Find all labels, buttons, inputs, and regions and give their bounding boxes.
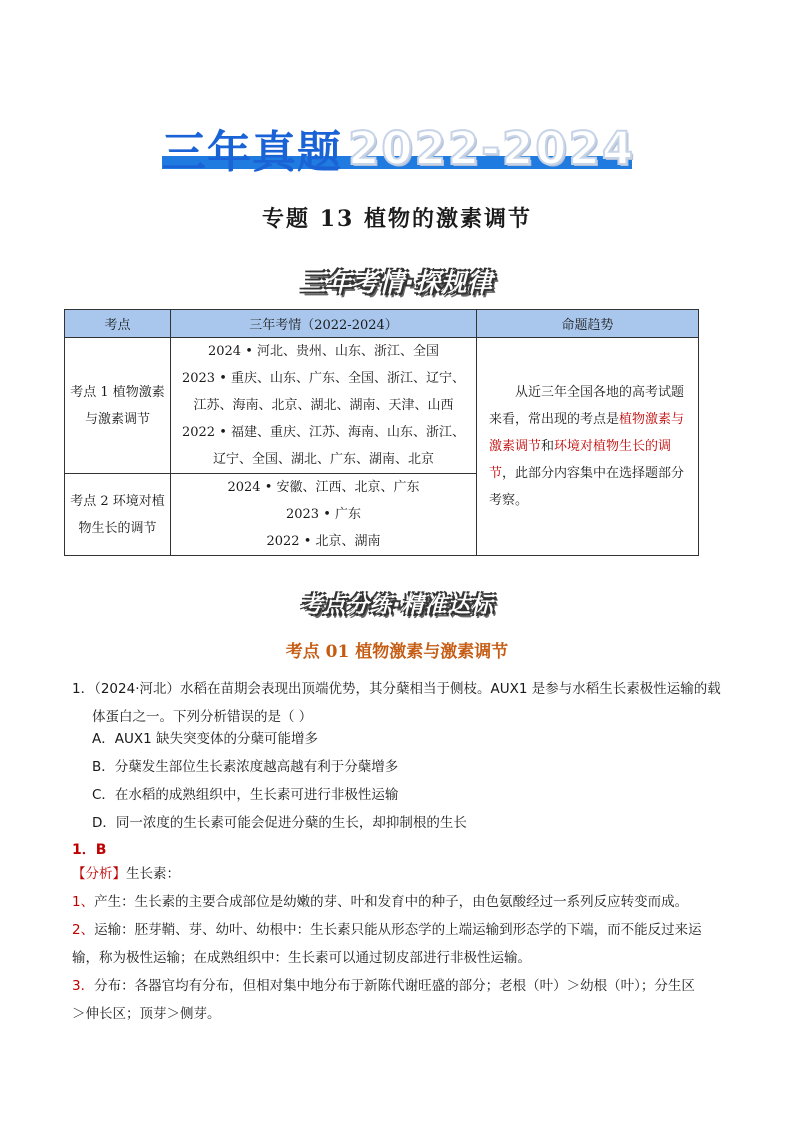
point-1-cell: 考点 1 植物激素与激素调节 bbox=[65, 338, 171, 474]
banner-title-cn: 三年真题 bbox=[162, 127, 342, 178]
analysis-text: 分布：各器官均有分布，但相对集中地分布于新陈代谢旺盛的部分；老根（叶）＞幼根（叶）；分生区 bbox=[94, 978, 695, 994]
analysis-point-1 bbox=[72, 888, 732, 916]
analysis-point-2-cont: 输，称为极性运输；在成熟组织中：生长素可以通过韧皮部进行非极性运输。 bbox=[72, 950, 531, 966]
year-line: 2023 • 重庆、山东、广东、全国、浙江、辽宁、 bbox=[181, 371, 466, 386]
year-line: 2024 • 河北、贵州、山东、浙江、全国 bbox=[207, 344, 440, 359]
question-stem bbox=[72, 675, 732, 731]
section-ribbon-trends: 三年考情·探规律 bbox=[300, 268, 494, 297]
trend-highlight: 环境对植物生长的调节 bbox=[489, 439, 672, 481]
section-ribbon-practice: 考点分练·精准达标 bbox=[300, 593, 494, 618]
header-point: 考点 bbox=[65, 310, 171, 338]
answer: 1．B bbox=[72, 842, 107, 858]
header-years: 三年考情（2022-2024） bbox=[171, 310, 477, 338]
banner-years: 2022-2024 bbox=[348, 121, 636, 175]
point-2-years bbox=[171, 474, 477, 556]
topic-title: 专题 13 植物的激素调节 bbox=[262, 206, 532, 232]
table-row bbox=[65, 338, 699, 474]
year-line: 辽宁、全国、湖北、广东、湖南、北京 bbox=[212, 452, 434, 467]
analysis-point-3 bbox=[72, 972, 732, 1000]
analysis-label: 【分析】 bbox=[72, 866, 126, 882]
trend-text: ，此部分内容集中在选择题部分考察。 bbox=[489, 466, 685, 508]
title-banner bbox=[0, 118, 794, 178]
trend-text: 从近三年全国各地的高考试题来看，常出现的考点是 bbox=[489, 385, 685, 427]
option-a: A．AUX1 缺失突变体的分蘖可能增多 bbox=[92, 731, 318, 747]
analysis-text: 产生：生长素的主要合成部位是幼嫩的芽、叶和发育中的种子，由色氨酸经过一系列反应转变而成。 bbox=[94, 894, 689, 910]
analysis-point-2 bbox=[72, 916, 732, 944]
question-stem-line: 1．（2024·河北）水稻在苗期会表现出顶端优势，其分蘖相当于侧枝。AUX1 是参与水稻生长素极性运输的载 bbox=[72, 681, 721, 697]
analysis-number: 1、 bbox=[72, 894, 95, 910]
year-line: 2024 • 安徽、江西、北京、广东 bbox=[227, 480, 420, 495]
trend-text: 和 bbox=[541, 439, 555, 454]
year-line: 2022 • 福建、重庆、江苏、海南、山东、浙江、 bbox=[181, 425, 466, 440]
header-trend: 命题趋势 bbox=[477, 310, 699, 338]
section-title: 考点 01 植物激素与激素调节 bbox=[285, 642, 509, 662]
analysis-point-3-cont: ＞伸长区；顶芽＞侧芽。 bbox=[72, 1006, 221, 1022]
exam-trend-table bbox=[64, 309, 699, 556]
analysis-number: 2、 bbox=[72, 922, 95, 938]
point-2-cell: 考点 2 环境对植物生长的调节 bbox=[65, 474, 171, 556]
year-line: 2022 • 北京、湖南 bbox=[266, 534, 381, 549]
option-b: B．分蘖发生部位生长素浓度越高越有利于分蘖增多 bbox=[92, 759, 399, 775]
point-1-years bbox=[171, 338, 477, 474]
year-line: 江苏、海南、北京、湖北、湖南、天津、山西 bbox=[193, 398, 454, 413]
analysis-text: 运输：胚芽鞘、芽、幼叶、幼根中：生长素只能从形态学的上端运输到形态学的下端，而不能反过来运 bbox=[94, 922, 702, 938]
trend-highlight: 植物激素与激素调节 bbox=[489, 412, 685, 454]
banner-text bbox=[162, 118, 635, 178]
analysis-label-rest: 生长素： bbox=[126, 866, 180, 882]
trend-cell bbox=[477, 338, 699, 556]
year-line: 2023 • 广东 bbox=[285, 507, 362, 522]
option-d: D．同一浓度的生长素可能会促进分蘖的生长，却抑制根的生长 bbox=[92, 815, 467, 831]
option-c: C．在水稻的成熟组织中，生长素可进行非极性运输 bbox=[92, 787, 399, 803]
analysis-number: 3． bbox=[72, 978, 95, 994]
question-stem-line: 体蛋白之一。下列分析错误的是（ ） bbox=[92, 709, 313, 725]
analysis-heading bbox=[72, 860, 732, 888]
table-header-row bbox=[65, 310, 699, 338]
